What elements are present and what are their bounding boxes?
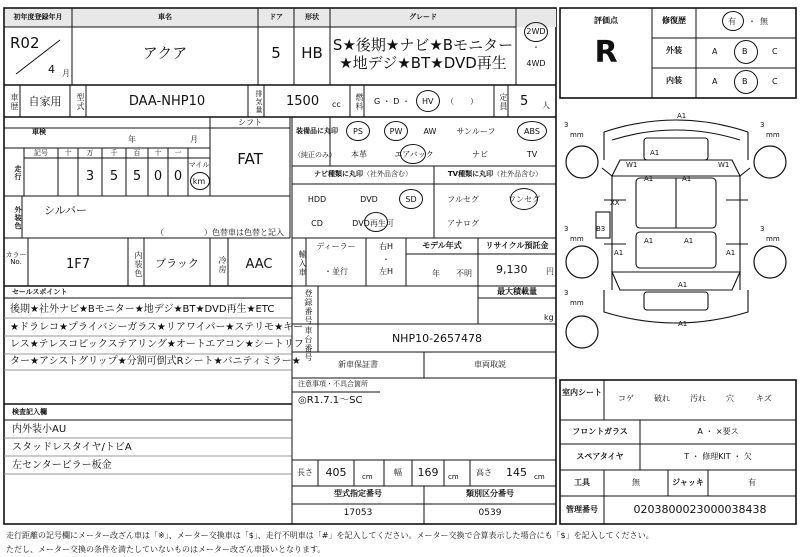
damage-label: A1 [644,175,654,183]
import-dealer: ディーラー [316,242,356,251]
interior-color-value: ブラック [155,257,199,270]
damage-label: A1 [650,149,660,157]
sales-points-label: セールスポイント [12,288,68,296]
equip-abs-circle [517,121,547,141]
damage-label: A1 [614,249,624,257]
damage-label: A1 [678,320,688,328]
check-field-label: 検査記入欄 [12,408,47,416]
seat-condition: コゲ [618,394,634,403]
mileage-unit-3: 千 [110,149,118,157]
tv-fullseg: フルセグ [447,195,479,204]
caution-label: 注意事項・不具合箇所 [298,380,368,388]
check-line-1: 内外装小AU [12,424,67,435]
interior-grade-c: C [772,77,778,86]
tire-depth-front-right: 3 [760,121,765,129]
caution-value: ◎R1.7.1～SC [298,395,363,406]
repair-no: 無 [760,17,768,26]
equipment-sub-label: （純正のみ） [294,151,336,159]
body-shape: HB [301,44,323,62]
jack-label: ジャッキ [672,478,704,487]
check-line-3: 左センターピラー板金 [12,460,112,471]
length-value: 405 [325,466,347,479]
max-load-unit: kg [544,313,554,322]
ac-label: 冷房 [218,256,227,274]
first-reg-label: 初年度登録年月 [13,13,63,21]
damage-label: W1 [718,161,730,169]
chassis-label: 車台番号 [304,326,313,362]
footnote-line-2: ただし、メーター交換の条件を満たしていないものはメーター改ざん車扱いとなります。 [6,545,326,554]
damage-label: A1 [684,237,694,245]
displacement-unit: cc [332,100,341,109]
mileage-note-label: 記号 [34,149,48,157]
exterior-color-value: シルバー [44,204,87,217]
shape-label: 形状 [305,13,319,21]
equip-aw: AW [423,127,437,136]
score-value: R [594,35,618,70]
navi-dvd-playback-circle [364,212,388,232]
grade-line-1: S★後期★ナビ★Bモニター [332,36,514,54]
model-label: 型式 [76,93,85,111]
length-unit: cm [362,473,373,481]
tools-value: 無 [632,478,640,487]
navi-hdd: HDD [307,195,327,204]
mileage-digit-2: 5 [109,169,119,184]
management-number-label: 管理番号 [566,505,598,514]
interior-seat-label: 室内シート [562,388,602,397]
mileage-unit-4: 百 [133,149,141,157]
type-designation-label: 型式指定番号 [334,489,382,498]
navi-sd-circle [399,189,423,209]
seat-condition: 破れ [654,394,670,403]
navi-title: ナビ種類に丸印（社外品含む） [314,170,412,178]
front-glass-value: A ・ ×要ス [697,427,739,436]
drive-2wd: 2WD [526,27,546,36]
drive-dot: ・ [532,43,540,52]
interior-grade-a: A [712,77,718,86]
equip-ps-circle [346,121,370,141]
max-load-label: 最大積載量 [497,287,537,296]
tire-depth-front-left: 3 [564,121,569,129]
classification-label: 類別区分番号 [466,489,514,498]
drive-4wd: 4WD [526,59,546,68]
damage-label: XX [610,199,620,207]
navi-cd: CD [311,219,323,228]
import-parallel: ・並行 [324,267,348,276]
seat-condition: 汚れ [690,394,706,403]
shift-value: FAT [237,150,263,168]
tire-depth-rear-left: 3 [564,225,569,233]
width-unit: cm [448,473,459,481]
mileage-unit-2: 万 [86,149,94,157]
width-value: 169 [417,466,439,479]
model-year-label: モデル年式 [422,241,462,250]
model-code: DAA-NHP10 [128,94,206,109]
fuel-other: （ ） [446,97,478,106]
fuel-label: 燃料 [355,93,364,111]
car-diagram [596,120,750,323]
tire-depth-unit: mm [766,235,780,243]
damage-label: A1 [682,175,692,183]
exterior-grade-label: 外装 [666,46,682,55]
classification-value: 0539 [478,508,502,518]
check-line-2: スタッドレスタイヤ/トビA [12,442,132,453]
equip-airbag: エアバック [394,150,434,159]
mile-label: マイル [188,161,210,169]
damage-label: B3 [596,225,606,233]
equip-navi: ナビ [472,150,488,159]
spare-tire-value: T ・ 修理KIT ・ 欠 [684,452,752,461]
recycle-label: リサイクル預託金 [485,241,549,250]
exterior-grade-a: A [712,47,718,56]
color-code-value: 1F7 [65,257,91,272]
jack-value: 有 [748,478,756,487]
ac-value: AAC [245,257,273,272]
type-designation-value: 17053 [343,508,373,518]
color-code-label: カラーNo. [5,251,27,266]
door-label: ドア [269,13,283,21]
tire-depth-unit: mm [766,131,780,139]
inspection-year-unit: 年 [128,135,136,144]
sales-point-line-3: レス★テレスコピックステアリング★オートエアコン★シートリフ [10,339,304,350]
sales-point-line-1: 後期★社外ナビ★Bモニター★地デジ★BT★DVD再生★ETC [10,304,275,315]
shift-label: シフト [238,118,262,127]
equip-abs: ABS [524,127,540,136]
height-label: 高さ [476,468,492,477]
repair-separator: ・ [748,17,756,26]
mileage-digit-4: 0 [153,169,163,184]
tools-label: 工具 [574,478,590,487]
displacement-label: 排気量 [255,89,263,114]
mileage-unit-1: 十 [64,149,72,157]
footnote-line-1: 走行距離の記号欄にメーター改ざん車は「※」、メーター交換車は「$」、走行不明車は「#」を記入してください。メーター交換で合算表示した場合にも「$」を記入してください。 [6,531,654,540]
drive-2wd-circle [524,22,548,42]
width-label: 幅 [394,468,402,477]
front-glass-label: フロントガラス [572,427,628,436]
equip-pw: PW [389,127,403,136]
sales-point-line-2: ★ドラレコ★プライバシーガラス★リアワイパー★ステリモ★キー [10,322,304,333]
tire-depth-unit: mm [570,131,584,139]
tv-oneseg-circle [510,188,538,210]
inspection-label: 車検 [32,128,46,136]
history-label: 車歴 [10,93,19,111]
spare-tire-label: スペアタイヤ [576,452,624,461]
damage-label: A1 [644,237,654,245]
first-reg-month: 4 [48,63,55,76]
sales-point-line-4: ター★アシストグリップ★分割可倒式Rシート★バニティミラー★ [10,356,301,367]
damage-label: A1 [726,249,736,257]
interior-grade-label: 内装 [666,76,682,85]
recycle-unit: 円 [546,267,554,276]
mileage-digit-1: 3 [85,169,95,184]
km-label: km [192,177,206,186]
tv-analog: アナログ [447,219,479,228]
km-circle [190,172,210,190]
car-name-label: 車名 [158,13,172,21]
mileage-unit-6: 一 [174,149,182,157]
displacement-value: 1500 [286,94,320,109]
repair-yes-circle [722,11,744,31]
grade-line-2: ★地デジ★BT★DVD再生 [339,54,507,72]
capacity-label: 定員 [499,93,508,111]
interior-grade-circle [734,70,758,94]
interior-color-label: 内装色 [134,250,143,278]
mileage-digit-5: 0 [173,169,183,184]
tire-depth-unit: mm [570,299,584,307]
import-label: 輸入車 [298,249,307,277]
repair-yes: 有 [728,17,736,26]
height-value: 145 [506,466,527,479]
seat-condition: 穴 [726,394,734,403]
mileage-unit-5: 十 [154,149,162,157]
seat-condition: キズ [756,394,772,403]
equip-ps: PS [353,127,363,136]
management-number-value: 0203800023000038438 [633,503,767,516]
usage-category: 自家用 [28,95,62,108]
equip-tv: TV [526,150,538,159]
equip-sunroof: サンルーフ [456,127,496,136]
navi-dvd: DVD [360,195,378,204]
exterior-grade-b: B [742,47,748,56]
exterior-grade-circle [734,40,758,64]
grade-label: グレード [409,13,437,21]
car-name: アクア [142,44,188,62]
fuel-options: G ・ D ・ [374,97,410,106]
vehicle-manual: 車両取説 [474,360,506,369]
length-label: 長さ [297,468,313,477]
damage-label: A1 [677,112,687,120]
damage-label: A1 [678,281,688,289]
height-unit: cm [534,473,545,481]
capacity-unit: 人 [542,101,550,110]
tv-title: TV種類に丸印（社外品含む） [447,170,543,178]
damage-label: W1 [626,161,638,169]
capacity-value: 5 [520,94,529,109]
equip-pw-circle [384,121,408,141]
first-reg-year: R02 [10,34,40,52]
fuel-selected: HV [422,97,434,106]
first-reg-month-unit: 月 [62,69,70,78]
mileage-label: 走行 [14,165,22,181]
model-year-unknown: 不明 [456,269,472,278]
equipment-label: 装備品に丸印 [296,127,338,135]
chassis-number: NHP10-2657478 [391,332,483,345]
recycle-value: 9,130 [496,263,528,276]
registration-label: 登録番号 [304,289,313,325]
fuel-hv-circle [416,90,440,112]
import-left-hand: 左H [378,267,393,276]
repair-history-label: 修復歴 [662,16,686,25]
interior-grade-b: B [742,77,748,86]
new-car-warranty: 新車保証書 [338,360,378,369]
tire-depth-spare: 3 [564,289,569,297]
tire-depth-unit: mm [570,235,584,243]
navi-sd: SD [405,195,417,204]
model-year-unit: 年 [432,269,440,278]
exterior-grade-c: C [772,47,778,56]
import-right-hand: 右H [378,242,393,251]
door-count: 5 [271,44,281,62]
import-dot: ・ [382,255,390,264]
mileage-digit-3: 5 [132,169,142,184]
navi-dvd-playback: DVD再生可 [352,219,394,228]
equip-leather: 本革 [351,150,367,159]
inspection-month-unit: 月 [190,135,198,144]
exterior-color-label: 外装色 [14,206,22,230]
equip-airbag-circle [400,144,426,164]
score-label: 評価点 [594,16,618,25]
tv-oneseg: ワンセグ [508,195,540,204]
color-change-note: （ ）色替車は色替と記入 [156,228,284,237]
tire-depth-rear-right: 3 [760,225,765,233]
